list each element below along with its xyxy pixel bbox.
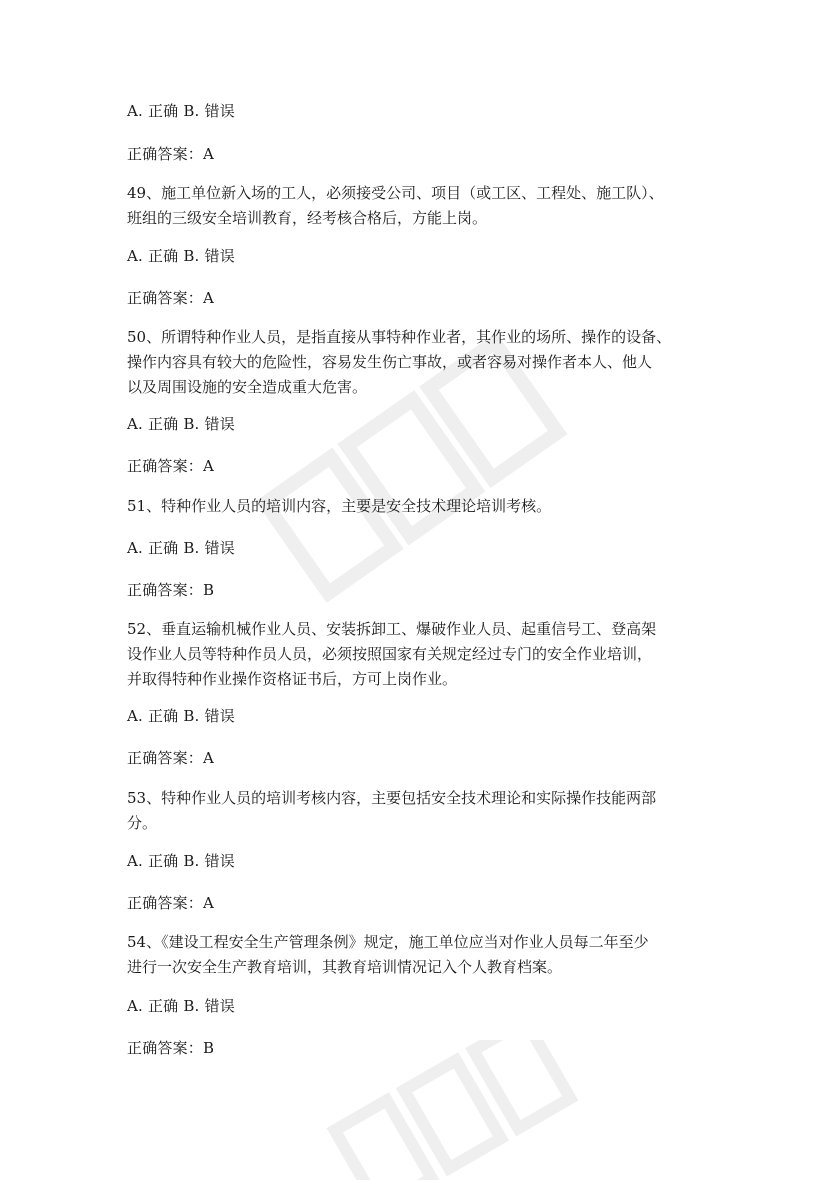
- question-53: [127, 786, 707, 836]
- answer-line: 正确答案：A: [127, 894, 215, 912]
- options-line: A. 正确 B. 错误: [127, 539, 235, 557]
- question-49: [127, 181, 707, 231]
- options-line: A. 正确 B. 错误: [127, 247, 235, 265]
- question-line: 分。: [127, 814, 158, 832]
- options-line: A. 正确 B. 错误: [127, 852, 235, 870]
- answer-line: 正确答案：A: [127, 749, 215, 767]
- question-line: 以及周围设施的安全造成重大危害。: [127, 378, 368, 396]
- question-line: 52、垂直运输机械作业人员、安装拆卸工、爆破作业人员、起重信号工、登高架: [127, 620, 657, 638]
- answer-line: 正确答案：A: [127, 145, 215, 163]
- answer-line: 正确答案：A: [127, 457, 215, 475]
- question-54: [127, 930, 707, 980]
- question-line: 50、所谓特种作业人员，是指直接从事特种作业者，其作业的场所、操作的设备、: [127, 328, 672, 346]
- watermark-seal-bottom: [300, 1040, 600, 1180]
- question-51: [127, 494, 707, 519]
- options-line: A. 正确 B. 错误: [127, 707, 235, 725]
- options-line: A. 正确 B. 错误: [127, 102, 235, 120]
- question-52: [127, 617, 707, 692]
- options-line: A. 正确 B. 错误: [127, 415, 235, 433]
- question-line: 53、特种作业人员的培训考核内容，主要包括安全技术理论和实际操作技能两部: [127, 789, 657, 807]
- answer-line: 正确答案：A: [127, 289, 215, 307]
- question-line: 并取得特种作业操作资格证书后，方可上岗作业。: [127, 670, 458, 688]
- answer-line: 正确答案：B: [127, 581, 215, 599]
- question-line: 设作业人员等特种作员人员，必须按照国家有关规定经过专门的安全作业培训，: [127, 645, 653, 663]
- question-line: 54、《建设工程安全生产管理条例》规定，施工单位应当对作业人员每二年至少: [127, 933, 649, 951]
- question-line: 49、施工单位新入场的工人，必须接受公司、项目（或工区、工程处、施工队）、: [127, 184, 664, 202]
- question-50: [127, 325, 707, 400]
- question-line: 51、特种作业人员的培训内容，主要是安全技术理论培训考核。: [127, 497, 552, 515]
- answer-line: 正确答案：B: [127, 1039, 215, 1057]
- options-line: A. 正确 B. 错误: [127, 997, 235, 1015]
- question-line: 班组的三级安全培训教育，经考核合格后，方能上岗。: [127, 209, 488, 227]
- question-line: 进行一次安全生产教育培训，其教育培训情况记入个人教育档案。: [127, 958, 563, 976]
- question-line: 操作内容具有较大的危险性，容易发生伤亡事故，或者容易对操作者本人、他人: [127, 353, 653, 371]
